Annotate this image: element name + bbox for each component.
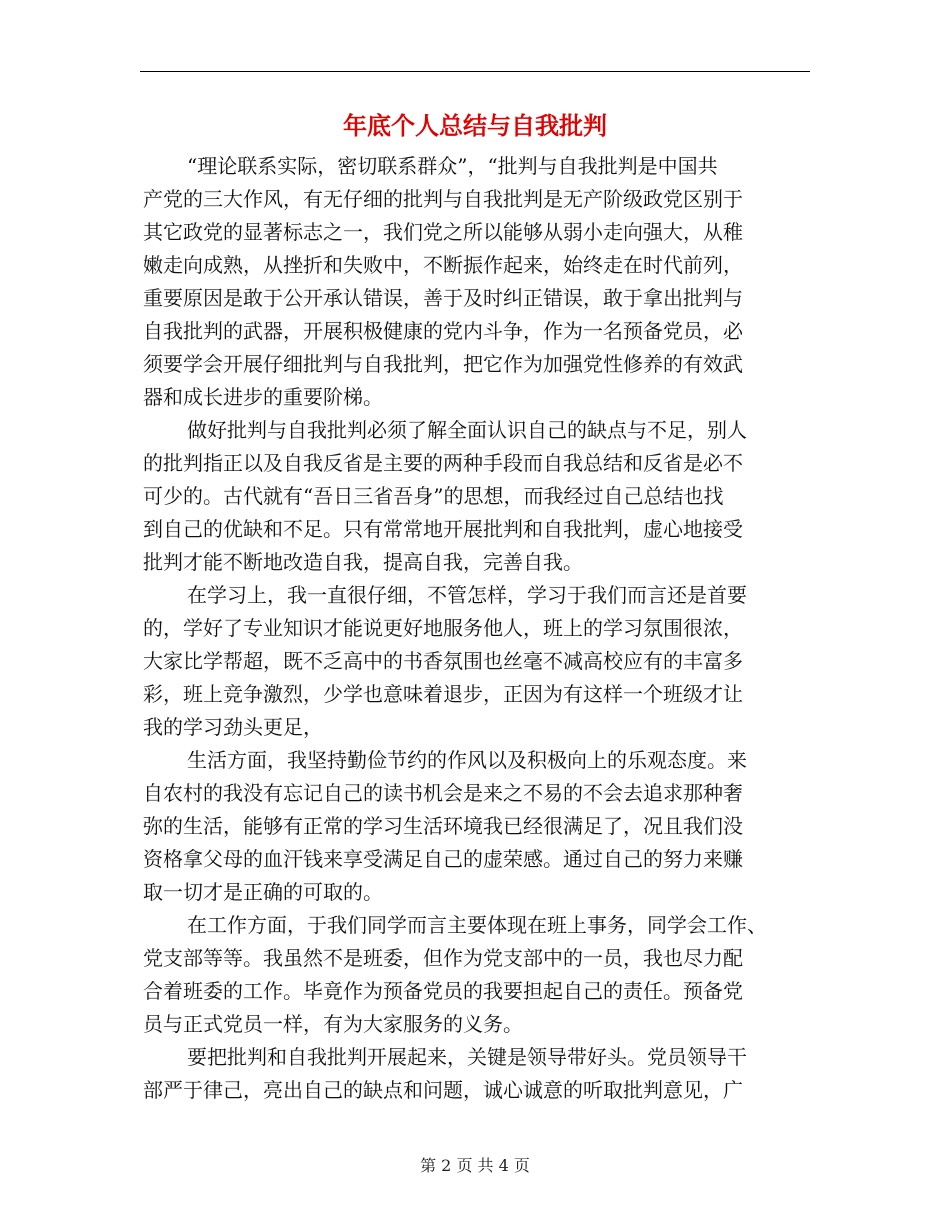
document-title: 年底个人总结与自我批判 (343, 112, 607, 140)
paragraph-line: 要把批判和自我批判开展起来，关键是领导带好头。党员领导干 (187, 1045, 747, 1069)
paragraph-line: 器和成长进步的重要阶梯。 (143, 385, 383, 409)
paragraph (143, 150, 809, 414)
paragraph-line: 须要学会开展仔细批判与自我批判，把它作为加强党性修养的有效武 (143, 352, 743, 376)
paragraph-line: 取一切才是正确的可取的。 (143, 880, 383, 904)
paragraph-line: 合着班委的工作。毕竟作为预备党员的我要担起自己的责任。预备党 (143, 979, 743, 1003)
paragraph-line: 资格拿父母的血汗钱来享受满足自己的虚荣感。通过自己的努力来赚 (143, 847, 743, 871)
paragraph-line: 到自己的优缺和不足。只有常常地开展批判和自我批判，虚心地接受 (143, 517, 743, 541)
paragraph-line: 在学习上，我一直很仔细，不管怎样，学习于我们而言还是首要 (187, 583, 747, 607)
paragraph-line: 在工作方面，于我们同学而言主要体现在班上事务，同学会工作、 (187, 913, 767, 937)
paragraph-line: 批判才能不断地改造自我，提高自我，完善自我。 (143, 550, 583, 574)
paragraph-line: 生活方面，我坚持勤俭节约的作风以及积极向上的乐观态度。来 (187, 748, 747, 772)
paragraph-line: 产党的三大作风，有无仔细的批判与自我批判是无产阶级政党区别于 (143, 187, 743, 211)
paragraph-line: 的批判指正以及自我反省是主要的两种手段而自我总结和反省是必不 (143, 451, 743, 475)
paragraph-line: 彩，班上竞争激烈，少学也意味着退步，正因为有这样一个班级才让 (143, 682, 743, 706)
paragraph-line: 弥的生活，能够有正常的学习生活环境我已经很满足了，况且我们没 (143, 814, 743, 838)
paragraph-line: 其它政党的显著标志之一，我们党之所以能够从弱小走向强大，从稚 (143, 220, 743, 244)
paragraph (143, 1041, 809, 1107)
paragraph-line: 自我批判的武器，开展积极健康的党内斗争，作为一名预备党员，必 (143, 319, 743, 343)
document-body (143, 150, 809, 1107)
paragraph (143, 909, 809, 1041)
paragraph-line: 嫩走向成熟，从挫折和失败中，不断振作起来，始终走在时代前列， (143, 253, 743, 277)
paragraph-line: 我的学习劲头更足， (143, 715, 323, 739)
paragraph-line: 可少的。古代就有“吾日三省吾身”的思想，而我经过自己总结也找 (143, 484, 724, 508)
paragraph-line: “理论联系实际，密切联系群众”，“批判与自我批判是中国共 (187, 154, 718, 178)
paragraph (143, 414, 809, 579)
paragraph-line: 的，学好了专业知识才能说更好地服务他人，班上的学习氛围很浓， (143, 616, 743, 640)
paragraph-line: 重要原因是敢于公开承认错误，善于及时纠正错误，敢于拿出批判与 (143, 286, 743, 310)
paragraph-line: 自农村的我没有忘记自己的读书机会是来之不易的不会去追求那种奢 (143, 781, 743, 805)
paragraph-line: 大家比学帮超，既不乏高中的书香氛围也丝毫不减高校应有的丰富多 (143, 649, 743, 673)
paragraph (143, 579, 809, 744)
paragraph-line: 做好批判与自我批判必须了解全面认识自己的缺点与不足，别人 (187, 418, 747, 442)
paragraph-line: 党支部等等。我虽然不是班委，但作为党支部中的一员，我也尽力配 (143, 946, 743, 970)
paragraph-line: 员与正式党员一样，有为大家服务的义务。 (143, 1012, 523, 1036)
header-rule (140, 71, 810, 72)
paragraph (143, 744, 809, 909)
paragraph-line: 部严于律己，亮出自己的缺点和问题，诚心诚意的听取批判意见，广 (143, 1078, 743, 1102)
page-footer: 第 2 页 共 4 页 (420, 1156, 530, 1175)
